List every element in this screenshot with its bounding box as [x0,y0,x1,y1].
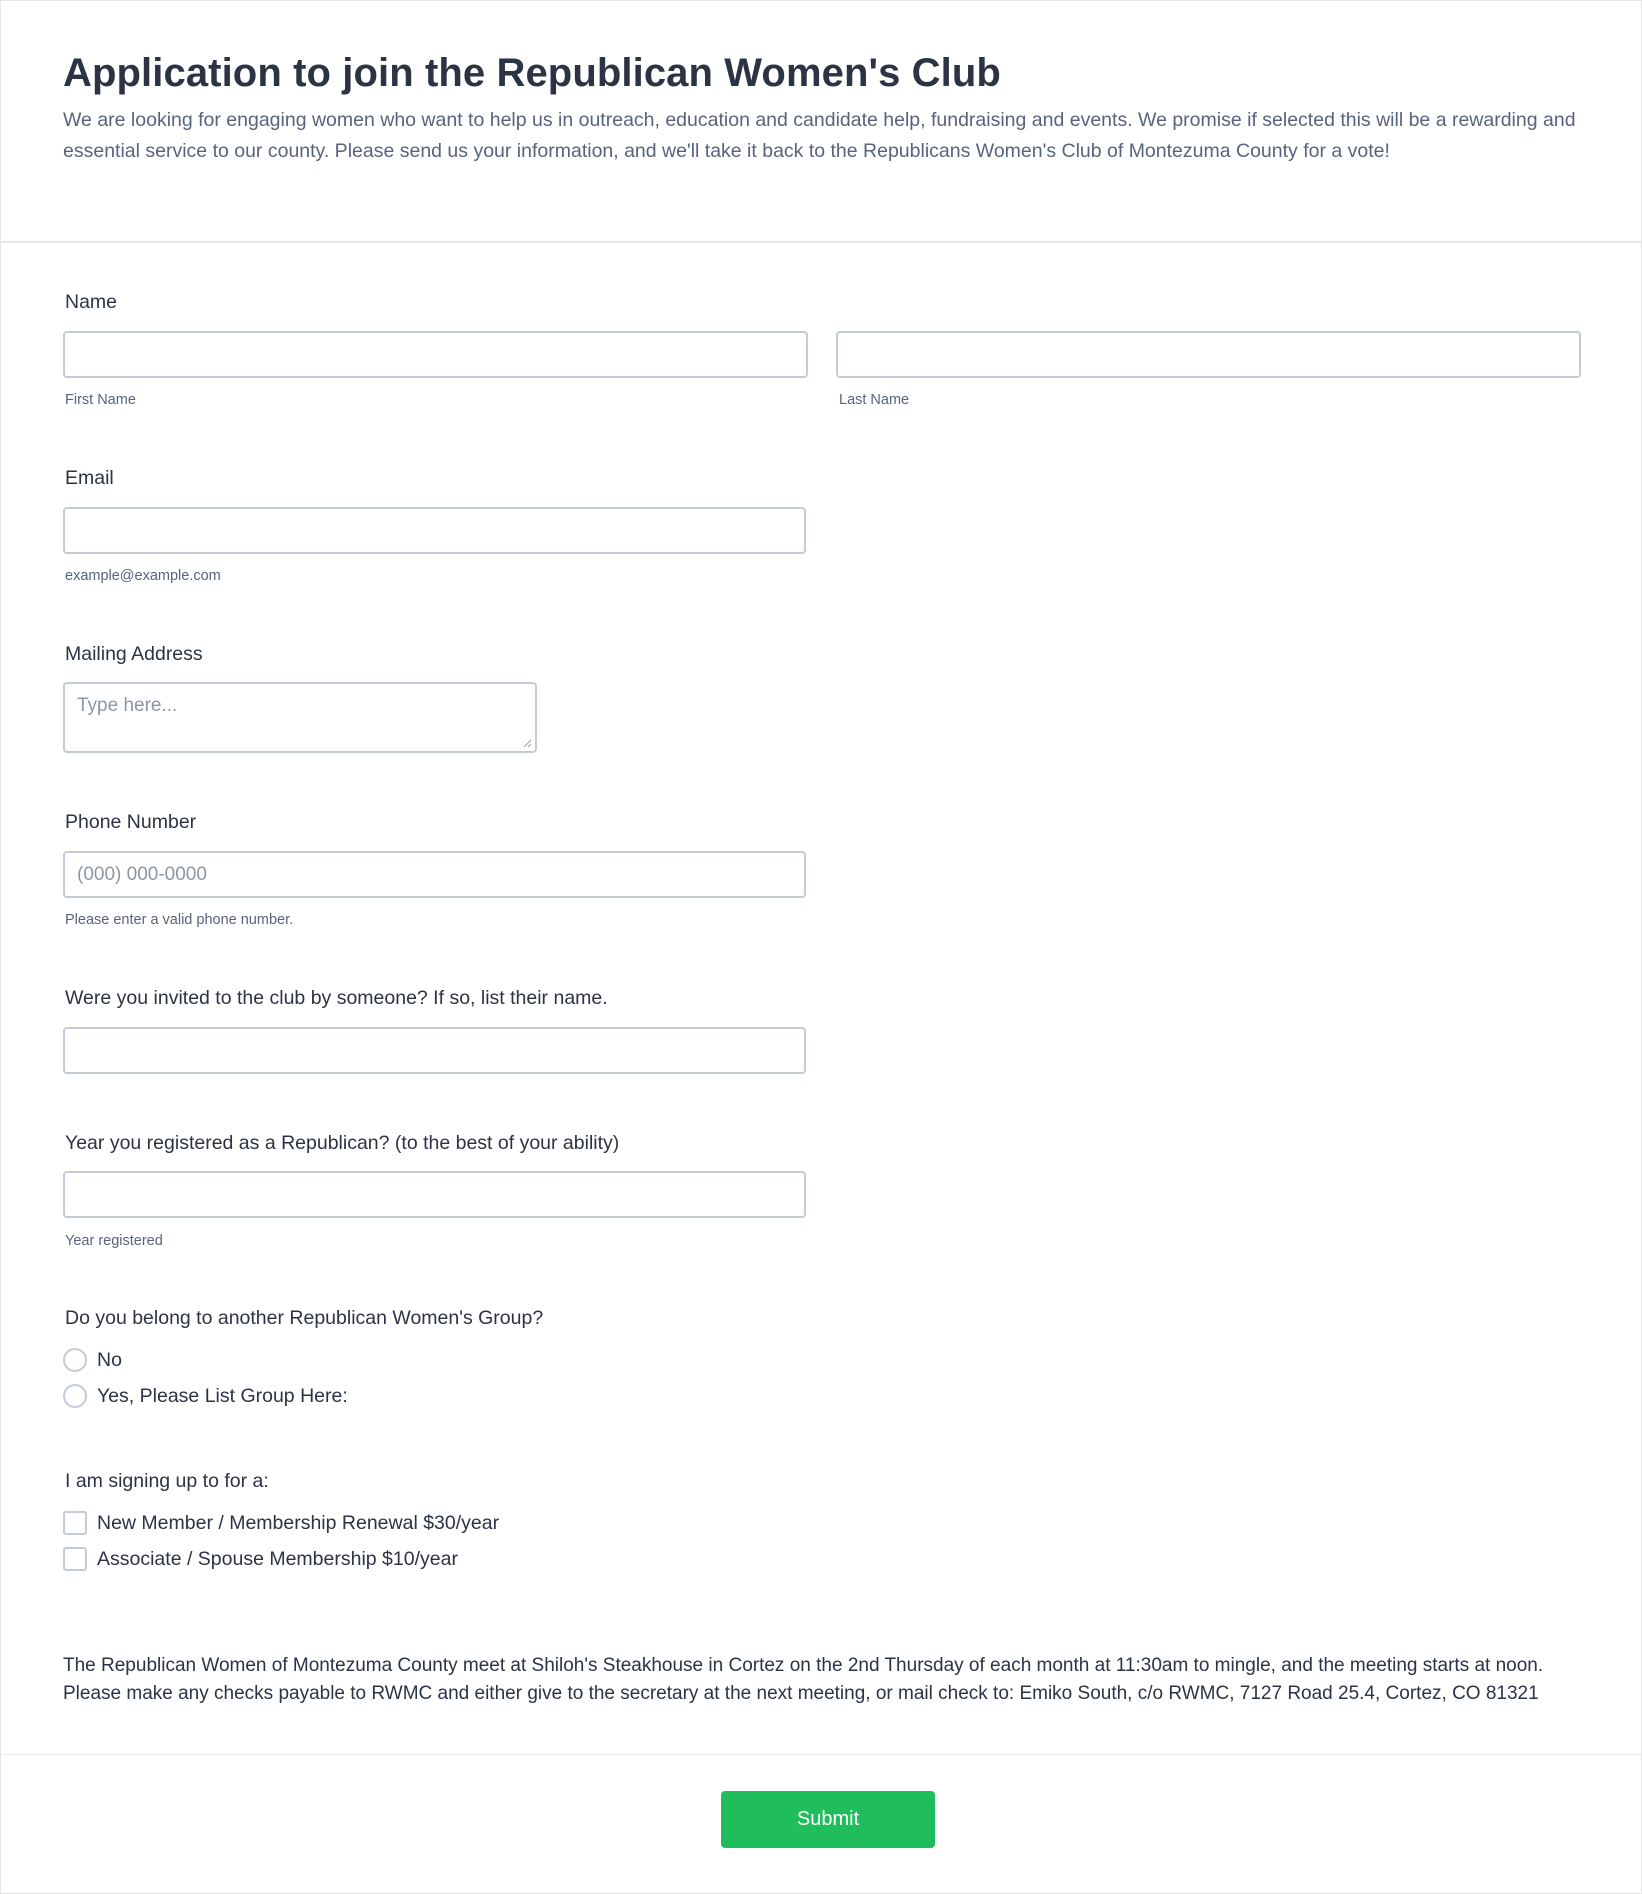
payment-info-line: Please make any checks payable to RWMC and either give to the secretary at the next meeting, or mail check to: Emiko South, c/o RWMC, 7127 Road 25.4, Cortez, CO 81321 [63,1683,1539,1704]
checkbox-option-associate[interactable] [63,1546,458,1572]
year-sublabel: Year registered [65,1233,163,1249]
footer-divider [1,1754,1641,1755]
phone-label: Phone Number [65,811,197,833]
radio-button[interactable] [63,1384,87,1408]
name-label: Name [65,291,118,313]
year-input[interactable] [63,1171,806,1218]
invited-label: Were you invited to the club by someone? If so, list their name. [65,987,608,1009]
checkbox-option-label: New Member / Membership Renewal $30/year [97,1511,500,1534]
address-textarea[interactable] [63,682,537,753]
meeting-info-line: The Republican Women of Montezuma County meet at Shiloh's Steakhouse in Cortez on the 2nd Thursday of each month at 11:30am to mingle, and the meeting starts at noon. [63,1655,1544,1676]
radio-option-label: Yes, Please List Group Here: [97,1384,348,1407]
radio-option-label: No [97,1348,122,1371]
checkbox[interactable] [63,1511,87,1535]
resize-grip-icon[interactable] [522,738,532,748]
checkbox[interactable] [63,1547,87,1571]
email-label: Email [65,467,114,489]
checkbox-option-label: Associate / Spouse Membership $10/year [97,1547,458,1570]
email-input[interactable] [63,507,806,554]
submit-button[interactable]: Submit [721,1791,935,1848]
first-name-sublabel: First Name [65,392,136,408]
meeting-info-text [63,1652,1623,1708]
email-sublabel: example@example.com [65,568,221,584]
other-group-label: Do you belong to another Republican Women's Group? [65,1307,544,1329]
radio-button[interactable] [63,1348,87,1372]
last-name-sublabel: Last Name [839,392,910,408]
form-title: Application to join the Republican Women's Club [63,51,1001,95]
radio-option-no[interactable] [63,1347,122,1373]
last-name-input[interactable] [836,331,1581,378]
year-label: Year you registered as a Republican? (to the best of your ability) [65,1132,620,1154]
form-description: We are looking for engaging women who want to help us in outreach, education and candidate help, fundraising and events. We promise if selected this will be a rewarding and essential service to our county. Please send us your information, and we'll take it back to the Republicans Women's Club of Montezuma County for a vote! [63,109,1576,162]
address-label: Mailing Address [65,643,203,665]
form-header [1,1,1641,243]
first-name-input[interactable] [63,331,808,378]
checkbox-option-new-member[interactable] [63,1510,499,1536]
membership-label: I am signing up to for a: [65,1470,269,1492]
invited-by-input[interactable] [63,1027,806,1074]
phone-input[interactable] [63,851,806,898]
radio-option-yes[interactable] [63,1383,348,1409]
phone-sublabel: Please enter a valid phone number. [65,912,294,928]
